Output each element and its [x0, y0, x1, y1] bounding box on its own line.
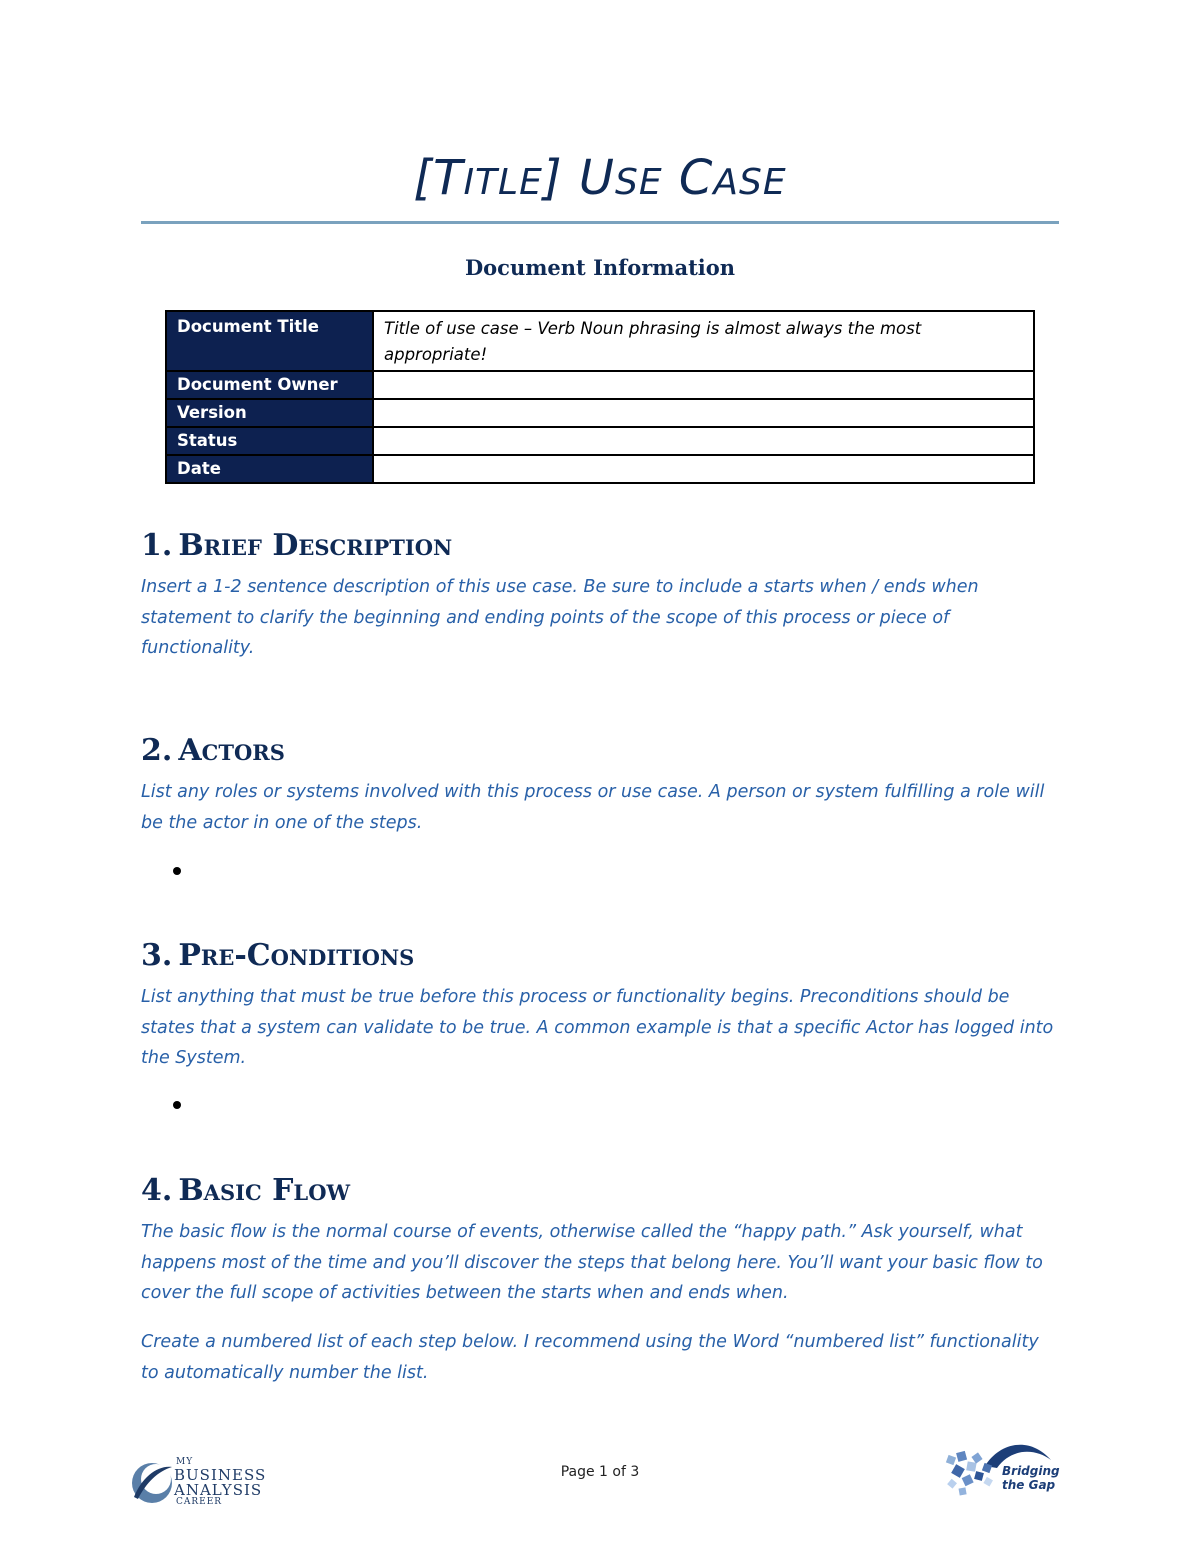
title-divider — [141, 221, 1059, 224]
table-row — [166, 427, 1034, 455]
page-number: Page 1 of 3 — [560, 1464, 640, 1480]
section-title: Pre-Conditions — [178, 938, 415, 973]
document-information-table — [165, 310, 1035, 484]
bridging-the-gap-logo — [945, 1438, 1060, 1503]
table-row — [166, 399, 1034, 427]
document-title: [TITLE] USE CASE — [413, 150, 787, 206]
section-number: 2. — [141, 733, 173, 768]
date-value[interactable] — [373, 455, 1034, 483]
logo-text: the Gap — [1002, 1478, 1056, 1492]
table-row — [166, 455, 1034, 483]
status-value[interactable] — [373, 427, 1034, 455]
empty-bullet-item[interactable] — [173, 867, 181, 875]
section-title: Actors — [178, 733, 285, 768]
section-number: 1. — [141, 528, 173, 563]
version-value[interactable] — [373, 399, 1034, 427]
section-title: Brief Description — [178, 528, 453, 563]
document-owner-value[interactable] — [373, 371, 1034, 399]
section-paragraph: List anything that must be true before this process or functionality begins. Preconditions should be states that a system can validate to be true. A common example is that a specific Actor has logged into the System. — [141, 987, 1054, 1068]
document-title-value[interactable]: Title of use case – Verb Noun phrasing is almost always the most appropriate! — [373, 311, 1034, 371]
section-number: 3. — [141, 938, 173, 973]
row-label: Status — [166, 427, 373, 455]
section-heading-brief-description — [141, 528, 452, 563]
logo-text: CAREER — [176, 1497, 223, 1507]
row-label: Document Title — [166, 311, 373, 371]
section-title: Basic Flow — [178, 1173, 351, 1208]
table-row — [166, 371, 1034, 399]
section-number: 4. — [141, 1173, 173, 1208]
section-paragraph: The basic flow is the normal course of events, otherwise called the “happy path.” Ask yourself, what happens most of the time and you’ll discover the steps that belong here. You’ll want your basic flow to cover the full scope of activities between the starts when and ends when. — [141, 1222, 1043, 1303]
row-label: Version — [166, 399, 373, 427]
section-paragraph: Insert a 1-2 sentence description of this use case. Be sure to include a starts when / ends when statement to clarify the beginning and ending points of the scope of this process or piece of functionality. — [141, 577, 979, 658]
section-heading-pre-conditions — [141, 938, 414, 973]
section-paragraph: List any roles or systems involved with this process or use case. A person or system fulfilling a role will be the actor in one of the steps. — [141, 782, 1045, 833]
document-information-heading: Document Information — [464, 255, 736, 280]
table-row — [166, 311, 1034, 371]
logo-text: MY — [176, 1457, 194, 1467]
section-heading-basic-flow — [141, 1173, 350, 1208]
logo-text: BUSINESS — [174, 1466, 267, 1484]
row-label: Document Owner — [166, 371, 373, 399]
row-label: Date — [166, 455, 373, 483]
logo-text: ANALYSIS — [174, 1481, 263, 1499]
section-paragraph: Create a numbered list of each step below. I recommend using the Word “numbered list” functionality to automatically number the list. — [141, 1332, 1039, 1383]
empty-bullet-item[interactable] — [173, 1101, 181, 1109]
section-heading-actors — [141, 733, 285, 768]
logo-text: Bridging — [1002, 1464, 1060, 1478]
